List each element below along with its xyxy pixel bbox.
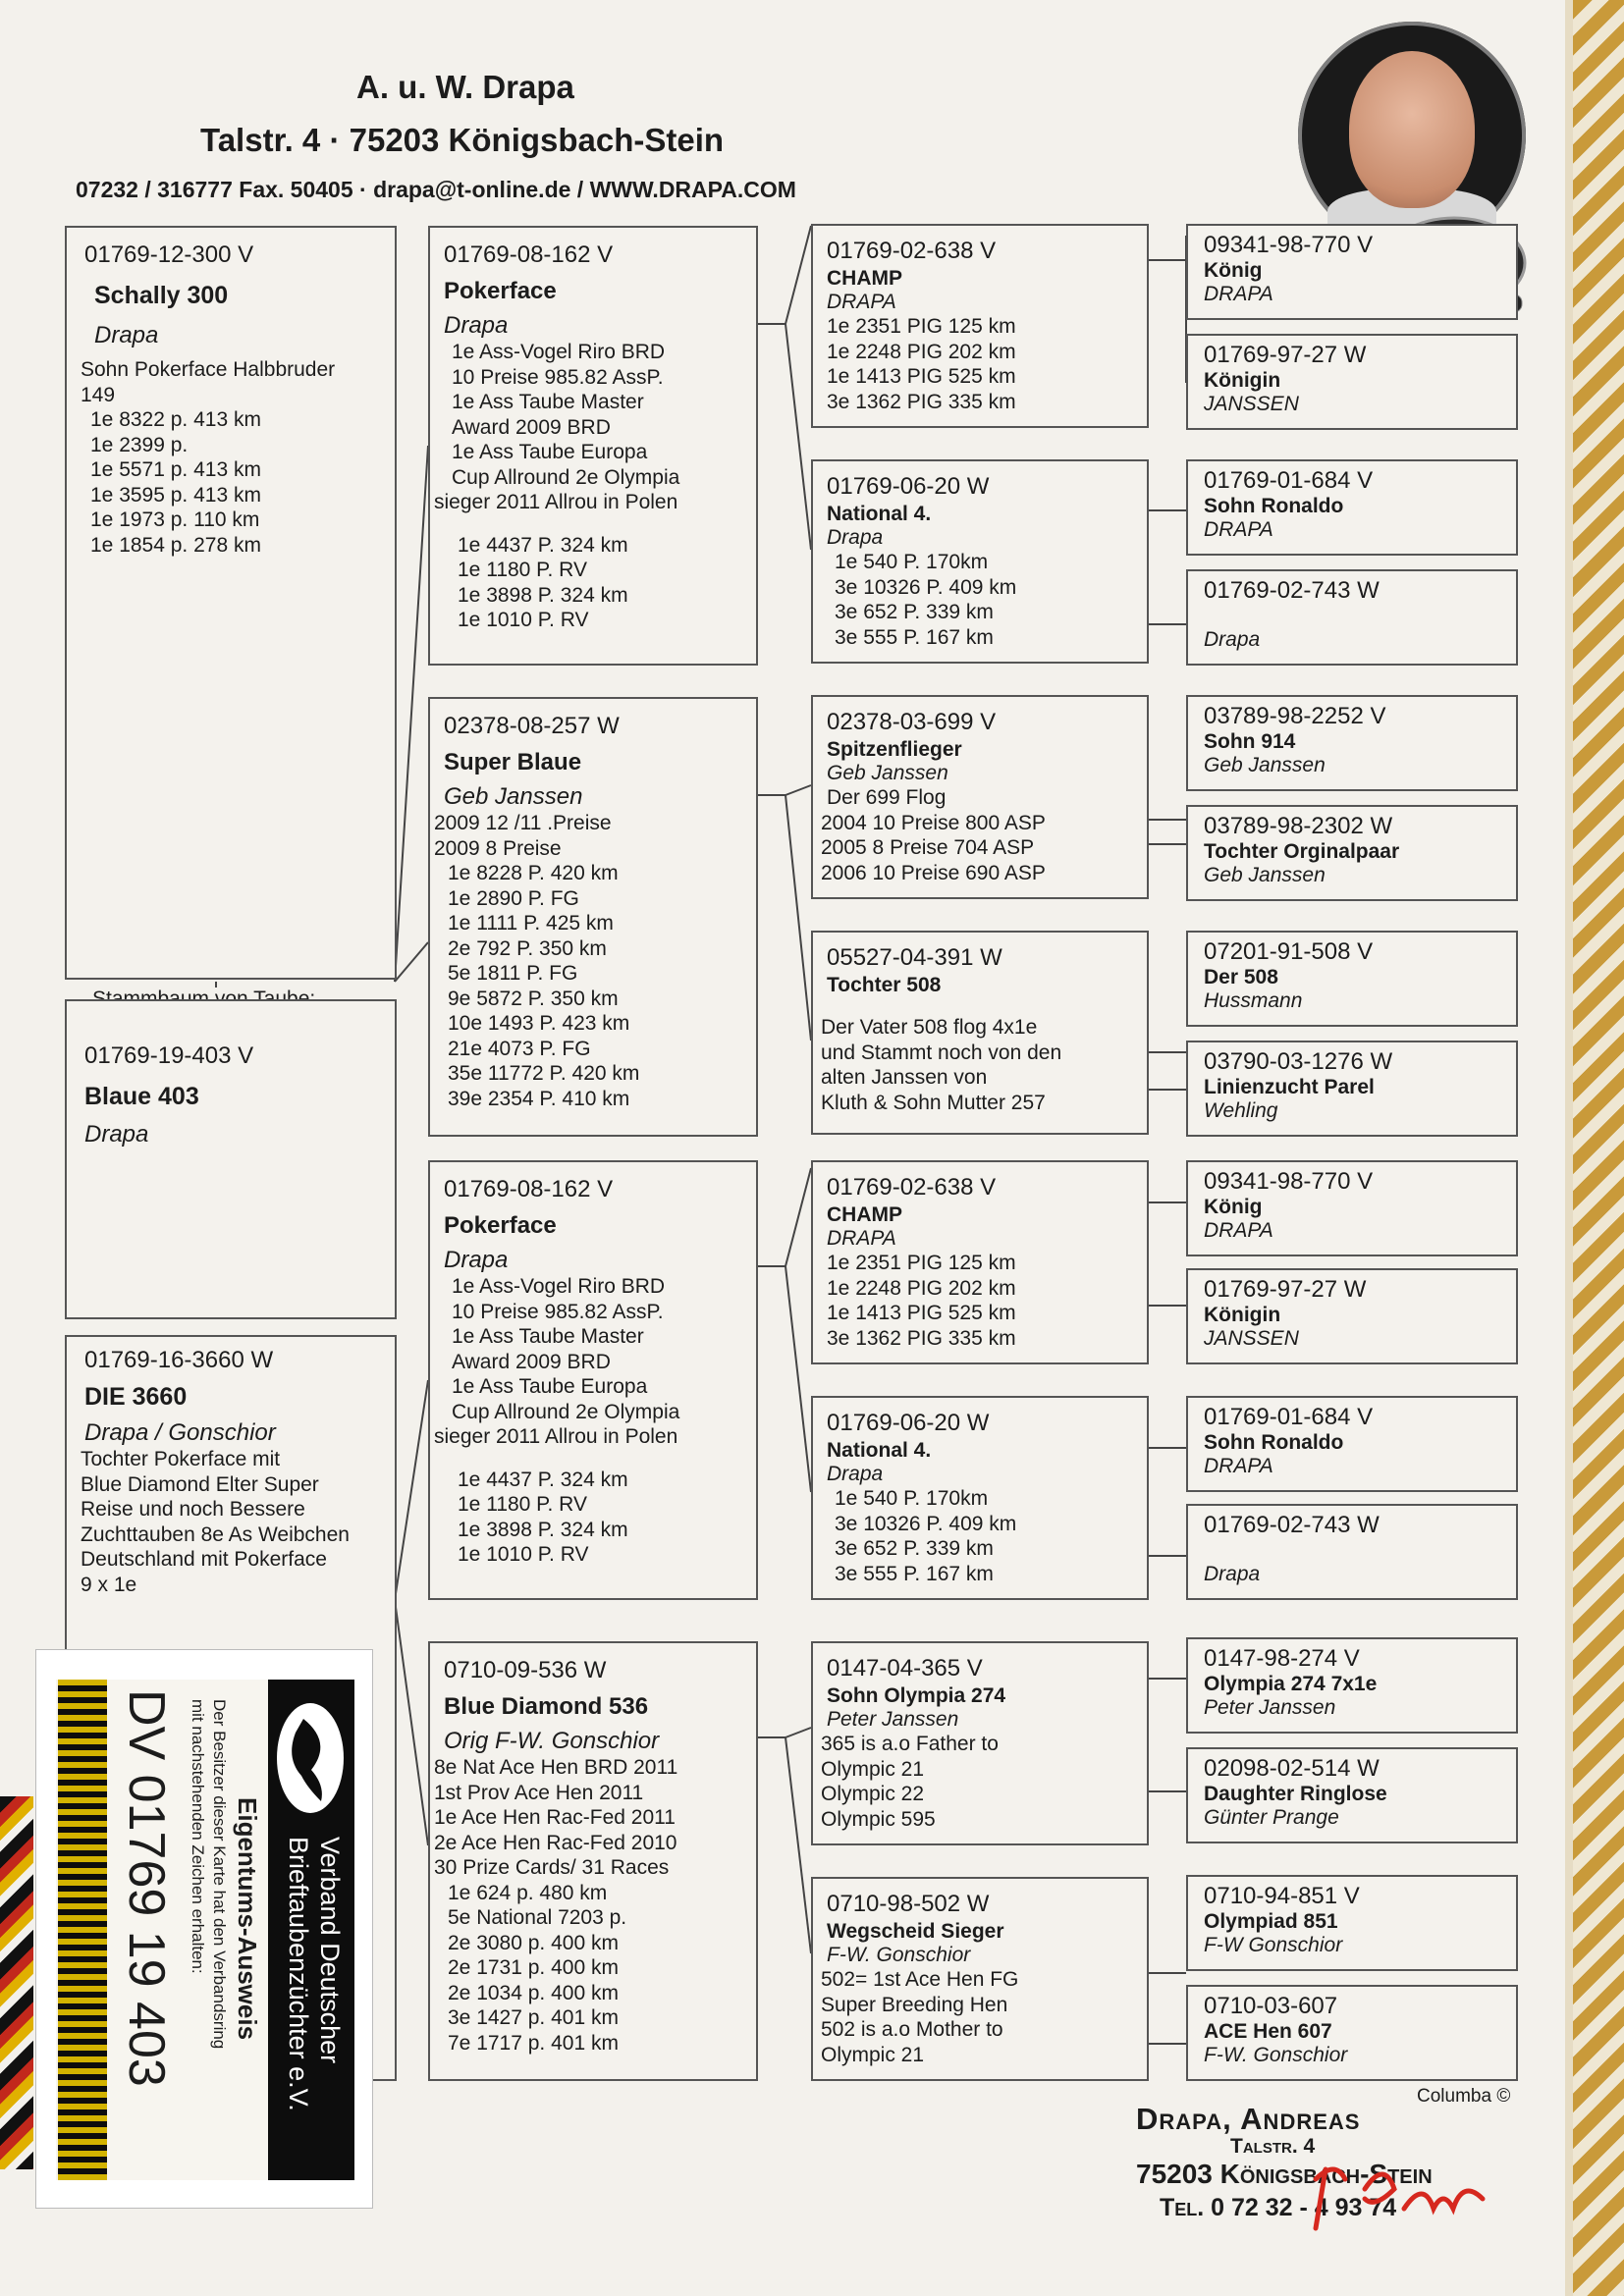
pedigree-box-gen3 [811,931,1149,1135]
breeder-name: Drapa / Gonschior [84,1419,276,1446]
ring-number: 01769-02-638 V [827,1174,997,1201]
performance-lines [434,340,742,633]
pedigree-box-gen4 [1186,334,1518,430]
ring-number: 09341-98-770 V [1204,232,1374,258]
card-heading: Eigentums-Ausweis [233,1797,262,2041]
pedigree-box-gen2 [428,226,758,666]
breeder-name: Drapa [1204,628,1261,651]
breeder-name: JANSSEN [1204,393,1299,415]
perf-line: 2005 8 Preise 704 ASP [821,836,1035,859]
ring-number: 0710-94-851 V [1204,1883,1360,1909]
breeder-name: JANSSEN [1204,1327,1299,1350]
perf-line: 1e 3898 P. 324 km [458,583,628,607]
pigeon-name: ACE Hen 607 [1204,2020,1332,2043]
perf-line: 8e Nat Ace Hen BRD 2011 [434,1756,678,1779]
perf-line: 1e 540 P. 170km [835,1487,989,1510]
breeder-name: Drapa [444,312,509,339]
perf-line: 3e 555 P. 167 km [835,625,994,649]
perf-line: 1e Ass Taube Europa [452,441,648,463]
pigeon-name: Sohn Olympia 274 [827,1684,1006,1707]
breeder-name: Peter Janssen [827,1708,959,1731]
perf-line: 3e 555 P. 167 km [835,1562,994,1585]
card-org-line2: Brieftaubenzüchter e.V. [284,1837,313,2111]
perf-line: 1e 1180 P. RV [458,1493,587,1516]
perf-line: 1e 4437 P. 324 km [458,1468,628,1491]
breeder-name: Orig F-W. Gonschior [444,1728,660,1754]
card-white-area [56,1680,268,2180]
ring-number: 03789-98-2252 V [1204,703,1386,729]
perf-line: Der Vater 508 flog 4x1e [821,1016,1038,1039]
ring-number: 02378-08-257 W [444,713,620,739]
perf-line: 5e National 7203 p. [448,1906,627,1929]
perf-line: 2e 1731 p. 400 km [448,1956,619,1979]
pigeon-name: Königin [1204,369,1281,392]
perf-line: 10e 1493 P. 423 km [448,1012,630,1035]
pedigree-box-gen3 [811,1877,1149,2081]
ring-number: 01769-06-20 W [827,473,990,500]
perf-line: 39e 2354 P. 410 km [448,1087,630,1110]
performance-lines [434,1755,742,2056]
pedigree-box-gen3 [811,695,1149,899]
card-pattern-strip [58,1680,107,2180]
perf-line: 1e 1010 P. RV [458,609,589,631]
card-rotated-content [56,1680,354,2180]
perf-line: 3e 652 P. 339 km [835,1537,994,1560]
breeder-name: DRAPA [1204,518,1273,541]
perf-line: Award 2009 BRD [452,1350,611,1373]
perf-line: 1e 3898 P. 324 km [458,1518,628,1541]
stamp-city: 75203 Königsbach-Stein [1136,2159,1433,2189]
ring-number: 0710-09-536 W [444,1657,607,1683]
perf-line: 10 Preise 985.82 AssP. [452,365,664,389]
breeder-name: Wehling [1204,1099,1278,1122]
perf-line: Der 699 Flog [827,786,947,809]
pigeon-name: Sohn Ronaldo [1204,1431,1344,1454]
pedigree-box-gen2 [428,1641,758,2081]
perf-line: 1e Ass-Vogel Riro BRD [452,341,666,363]
pedigree-box-gen4 [1186,1268,1518,1364]
perf-line: Super Breeding Hen [821,1993,1008,2016]
perf-line: 3e 1427 p. 401 km [448,2006,619,2029]
ring-number: 01769-08-162 V [444,1176,614,1202]
perf-line: 1e 540 P. 170km [835,551,989,573]
perf-line: 1e 2351 PIG 125 km [827,1252,1016,1274]
pedigree-box-gen3 [811,224,1149,428]
pedigree-box-gen4 [1186,224,1518,320]
perf-line: 9e 5872 P. 350 km [448,987,619,1010]
perf-line: 9 x 1e [81,1573,137,1596]
pigeon-name: Olympiad 851 [1204,1910,1338,1933]
perf-line: 1e 2351 PIG 125 km [827,315,1016,338]
breeder-name: DRAPA [1204,1219,1273,1242]
perf-line: 5e 1811 P. FG [448,962,578,985]
perf-line: 1e Ass Taube Europa [452,1375,648,1398]
pedigree-box-gen3 [811,1396,1149,1600]
perf-line: 1e 1010 P. RV [458,1543,589,1566]
breeder-name: Hussmann [1204,989,1303,1012]
breeder-name: F-W Gonschior [1204,1934,1343,1956]
ring-number: 01769-06-20 W [827,1410,990,1436]
ring-number: 0147-04-365 V [827,1655,983,1682]
pedigree-box-gen3 [811,1641,1149,1845]
pigeon-name: Tochter Orginalpaar [1204,840,1400,863]
perf-line: sieger 2011 Allrou in Polen [434,491,678,513]
breeder-contact: 07232 / 316777 Fax. 50405 · drapa@t-online.de / WWW.DRAPA.COM [76,177,796,202]
ring-number: 03790-03-1276 W [1204,1048,1393,1075]
ring-number: 01769-01-684 V [1204,1404,1374,1430]
breeder-name: Günter Prange [1204,1806,1339,1829]
breeder-name: Geb Janssen [1204,864,1326,886]
pigeon-name: König [1204,1196,1263,1218]
breeder-name: Drapa [84,1121,149,1148]
ownership-card [35,1649,373,2209]
breeder-name: Drapa [94,322,159,348]
ring-number: 02378-03-699 V [827,709,997,735]
pigeon-name [1204,605,1500,628]
ring-number: 0147-98-274 V [1204,1645,1360,1672]
perf-line: sieger 2011 Allrou in Polen [434,1425,678,1448]
perf-line: Award 2009 BRD [452,415,611,439]
pigeon-name: König [1204,259,1263,282]
pedigree-box-gen4 [1186,1875,1518,1971]
perf-line: Cup Allround 2e Olympia [452,465,680,489]
perf-line: 3e 10326 P. 409 km [835,1512,1017,1535]
perf-line: 1e 1413 PIG 525 km [827,1302,1016,1324]
perf-line: 1e Ass Taube Master [452,1325,644,1348]
pigeon-name: Spitzenflieger [827,738,962,761]
breeder-name: Geb Janssen [827,762,948,784]
performance-lines [81,357,381,558]
pigeon-name: Sohn Ronaldo [1204,495,1344,517]
perf-line: 1e 624 p. 480 km [448,1881,608,1904]
pigeon-name: Pokerface [444,1212,557,1239]
pigeon-name: CHAMP [827,1203,902,1226]
card-notice-line2: mit nachstehenden Zeichen erhalten: [189,1699,207,1974]
ring-number: 01769-01-684 V [1204,467,1374,494]
copyright-note: Columba © [1417,2086,1511,2107]
ring-number: 01769-08-162 V [444,241,614,268]
perf-line: 30 Prize Cards/ 31 Races [434,1856,670,1879]
perf-line [434,515,742,533]
perf-line: 1e Ass-Vogel Riro BRD [452,1275,666,1298]
perf-line: Zuchttauben 8e As Weibchen [81,1522,350,1546]
performance-lines [81,1447,381,1597]
perf-line: 1st Prov Ace Hen 2011 [434,1781,644,1804]
pedigree-box-gen4 [1186,931,1518,1027]
perf-line: 3e 652 P. 339 km [835,601,994,623]
pedigree-box-gen4 [1186,1747,1518,1843]
ring-number: 01769-02-638 V [827,238,997,264]
pigeon-name: Olympia 274 7x1e [1204,1673,1378,1695]
perf-line: 1e 2399 p. [90,433,189,456]
perf-line: 1e 1180 P. RV [458,559,587,581]
pigeon-name: Blaue 403 [84,1083,199,1110]
ring-number: 01769-16-3660 W [84,1347,274,1373]
perf-line: Kluth & Sohn Mutter 257 [821,1091,1046,1114]
perf-line: Cup Allround 2e Olympia [452,1400,680,1423]
stamp-street: Talstr. 4 [1230,2135,1316,2158]
ring-number: 01769-97-27 W [1204,342,1367,368]
pedigree-box-gen2 [428,1160,758,1600]
perf-line: 2e Ace Hen Rac-Fed 2010 [434,1831,677,1854]
perf-line: 1e 1111 P. 425 km [448,912,614,934]
ring-number: 01769-02-743 W [1204,577,1380,604]
pigeon-name: Tochter 508 [827,974,942,996]
pigeon-name: Linienzucht Parel [1204,1076,1375,1098]
breeder-name: Peter Janssen [1204,1696,1336,1719]
perf-line: Olympic 21 [821,2043,925,2066]
perf-line: 2e 1034 p. 400 km [448,1981,619,2004]
stamp-phone: Tel. 0 72 32 - 4 93 74 [1160,2194,1397,2221]
ring-number: 03789-98-2302 W [1204,813,1393,839]
breeder-name: F-W. Gonschior [1204,2044,1348,2066]
perf-line: 1e 1973 p. 110 km [90,508,260,531]
ring-number: 09341-98-770 V [1204,1168,1374,1195]
breeder-name: Drapa [827,526,884,549]
perf-line: 2004 10 Preise 800 ASP [821,811,1046,834]
perf-line: 21e 4073 P. FG [448,1037,591,1060]
perf-line: 2e 792 P. 350 km [448,936,607,960]
perf-line: 149 [81,383,116,406]
pedigree-box-gen3 [811,459,1149,664]
pigeon-name: CHAMP [827,267,902,290]
perf-line: Olympic 22 [821,1783,925,1805]
perf-line: Sohn Pokerface Halbbruder [81,358,336,381]
perf-line: 2009 8 Preise [434,836,562,860]
ring-number: 01769-19-403 V [84,1042,254,1069]
breeder-name: DRAPA [1204,283,1273,305]
ring-number: 01769-12-300 V [84,241,254,268]
ring-number: 05527-04-391 W [827,944,1002,971]
perf-line: 3e 1362 PIG 335 km [827,1326,1016,1350]
perf-line: Deutschland mit Pokerface [81,1548,327,1571]
performance-lines [434,811,742,1111]
perf-line: 1e 1854 p. 278 km [90,533,261,557]
stamp-name: Drapa, Andreas [1136,2102,1361,2136]
perf-line: 2e 3080 p. 400 km [448,1931,619,1954]
pedigree-box-gen4 [1186,1160,1518,1256]
perf-line: 365 is a.o Father to [821,1733,999,1755]
pedigree-box-gen4 [1186,1985,1518,2081]
perf-line: 502= 1st Ace Hen FG [821,1968,1019,1991]
perf-line: 1e 1413 PIG 525 km [827,365,1016,388]
pigeon-name: Schally 300 [94,282,229,309]
pigeon-name: Sohn 914 [1204,730,1296,753]
pedigree-box-gen4 [1186,1396,1518,1492]
pigeon-name: National 4. [827,1439,932,1462]
perf-line: 1e 3595 p. 413 km [90,483,261,507]
ring-number: 01769-02-743 W [1204,1512,1380,1538]
breeder-name: F-W. Gonschior [827,1944,971,1966]
perf-line: 1e 8228 P. 420 km [448,862,619,884]
pigeon-name: Blue Diamond 536 [444,1693,649,1720]
pigeon-name: DIE 3660 [84,1383,188,1411]
pigeon-name: Super Blaue [444,749,582,775]
performance-lines [434,1274,742,1568]
ring-number: 0710-03-607 [1204,1993,1338,2019]
breeder-name: A. u. W. Drapa [356,69,574,105]
pedigree-box-gen4 [1186,805,1518,901]
perf-line: Reise und noch Bessere [81,1498,305,1521]
perf-line: 1e 2248 PIG 202 km [827,1276,1016,1300]
perf-line: 3e 1362 PIG 335 km [827,390,1016,413]
pigeon-name [1204,1539,1500,1563]
pigeon-name: Pokerface [444,278,557,304]
breeder-name: DRAPA [827,291,896,313]
perf-line [434,1450,742,1468]
dove-icon [274,1699,347,1817]
perf-line: Tochter Pokerface mit [81,1448,281,1470]
red-signature [1306,2150,1492,2238]
perf-line: 502 is a.o Mother to [821,2018,1003,2041]
perf-line: Olympic 595 [821,1807,936,1831]
perf-line: 1e 5571 p. 413 km [90,458,261,481]
breeder-name: Drapa [827,1463,884,1485]
perf-line: 1e Ass Taube Master [452,391,644,413]
ring-number: 0710-98-502 W [827,1891,990,1917]
pedigree-box-gen4 [1186,569,1518,666]
perf-line: 7e 1717 p. 401 km [448,2031,619,2055]
pedigree-box-gen2 [428,697,758,1137]
perf-line: 35e 11772 P. 420 km [448,1062,640,1085]
pedigree-box-gen4 [1186,1504,1518,1600]
pigeon-name: Der 508 [1204,966,1278,988]
pedigree-box-father [65,226,397,980]
pedigree-box-gen4 [1186,459,1518,556]
pedigree-box-gen4 [1186,1041,1518,1137]
perf-line: 1e 8322 p. 413 km [90,408,261,431]
pedigree-box-subject [65,999,397,1319]
perf-line: alten Janssen von [821,1066,988,1089]
breeder-name: DRAPA [827,1227,896,1250]
perf-line: 2006 10 Preise 690 ASP [821,861,1046,884]
perf-line: 1e Ace Hen Rac-Fed 2011 [434,1806,676,1829]
perf-line: 10 Preise 985.82 AssP. [452,1300,664,1323]
breeder-name: Geb Janssen [1204,754,1326,776]
card-ring-number: DV 01769 19 403 [118,1689,175,2087]
pigeon-name: Daughter Ringlose [1204,1783,1387,1805]
ring-number: 07201-91-508 V [1204,938,1374,965]
breeder-name: Geb Janssen [444,783,583,810]
perf-line: Blue Diamond Elter Super [81,1472,319,1496]
card-notice-line1: Der Besitzer dieser Karte hat den Verbandsring [210,1699,229,2050]
perf-line: 1e 2890 P. FG [448,886,579,910]
perf-line: und Stammt noch von den [821,1041,1062,1064]
pedigree-box-gen4 [1186,1637,1518,1734]
ring-number: 02098-02-514 W [1204,1755,1380,1782]
breeder-name: DRAPA [1204,1455,1273,1477]
perf-line: 2009 12 /11 .Preise [434,812,612,834]
pigeon-name: Wegscheid Sieger [827,1920,1004,1943]
pigeon-name: Königin [1204,1304,1281,1326]
breeder-name: Drapa [444,1247,509,1273]
perf-line: 1e 4437 P. 324 km [458,533,628,557]
perf-line: Olympic 21 [821,1757,925,1781]
perf-line: 1e 2248 PIG 202 km [827,340,1016,363]
card-org-line1: Verband Deutscher [315,1837,345,2064]
perf-line: 3e 10326 P. 409 km [835,575,1017,599]
pedigree-box-gen3 [811,1160,1149,1364]
pedigree-box-gen4 [1186,695,1518,791]
pigeon-name: National 4. [827,503,932,525]
breeder-address: Talstr. 4 · 75203 Königsbach-Stein [200,122,725,158]
breeder-name: Drapa [1204,1563,1261,1585]
ring-number: 01769-97-27 W [1204,1276,1367,1303]
